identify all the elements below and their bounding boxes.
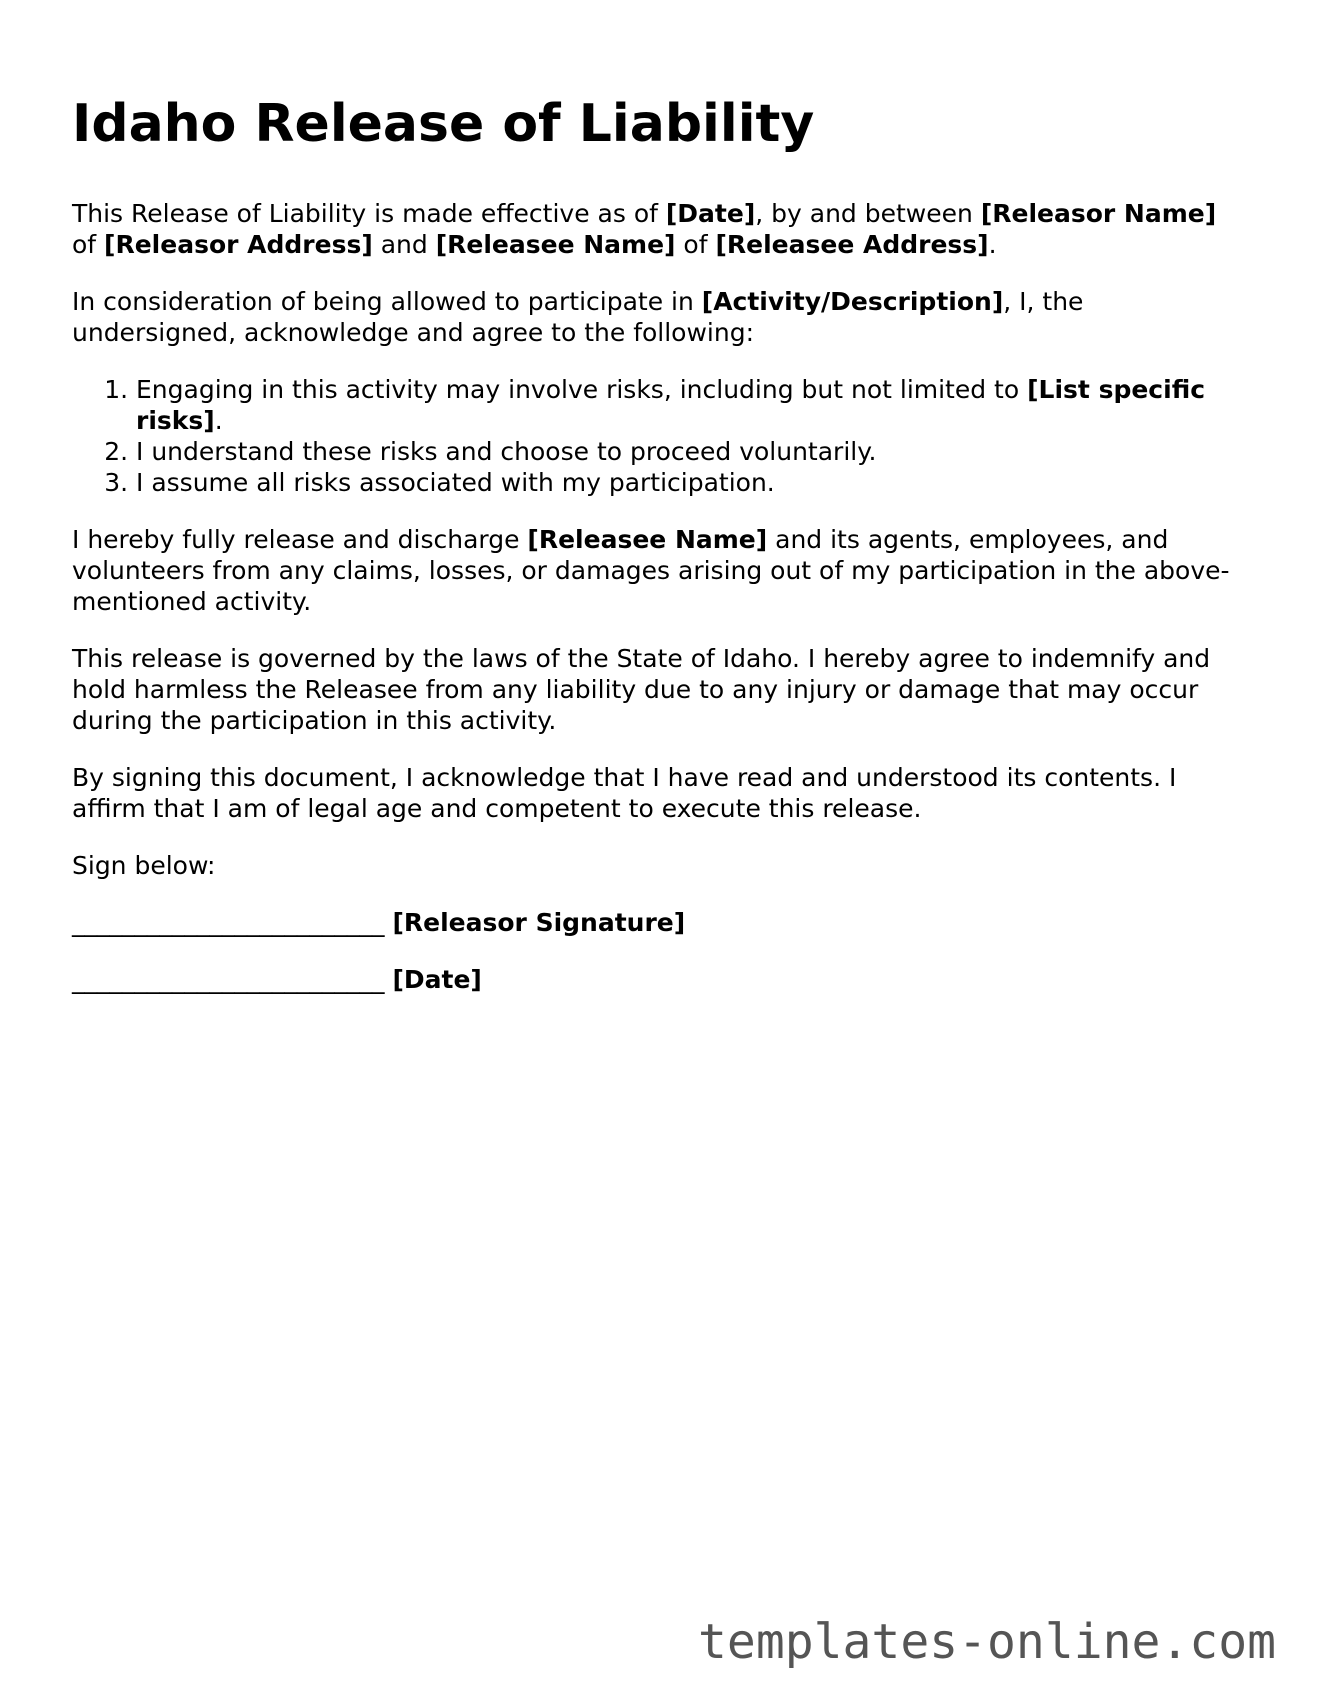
document-title: Idaho Release of Liability [72, 94, 815, 154]
releasor-address-placeholder: [Releasor Address] [104, 230, 373, 259]
release-paragraph [72, 524, 1244, 617]
releasor-name-placeholder: [Releasor Name] [980, 199, 1217, 228]
activity-placeholder: [Activity/Description] [701, 287, 1004, 316]
risks-placeholder: [List specific risks] [136, 375, 1206, 435]
releasee-address-placeholder: [Releasee Address] [715, 230, 989, 259]
acknowledge-paragraph: By signing this document, I acknowledge that I have read and understood its contents. I affirm that I am of legal age and competent to execute this release. [72, 763, 1177, 823]
intro-text: and [372, 230, 436, 259]
signature-blank: _________________________ [72, 908, 385, 937]
date-signature-label: [Date] [392, 965, 482, 994]
list-item: 3. I assume all risks associated with my participation. [136, 467, 1244, 498]
list-item-text: . [214, 406, 223, 435]
date-placeholder: [Date] [665, 199, 756, 228]
list-item [136, 374, 1244, 436]
consideration-text: , I, the undersigned, acknowledge and agree to the following: [72, 287, 1084, 347]
list-item: 2. I understand these risks and choose to proceed voluntarily. [136, 436, 1244, 467]
releasee-name-placeholder: [Releasee Name] [435, 230, 676, 259]
intro-text: . [988, 230, 997, 259]
signature-blank: _________________________ [72, 965, 385, 994]
consideration-paragraph [72, 286, 1244, 348]
intro-text: This Release of Liability is made effective as of [72, 199, 666, 228]
release-text: I hereby fully release and discharge [72, 525, 528, 554]
document-page [72, 88, 1244, 1021]
date-signature-line[interactable] [72, 964, 1244, 995]
intro-text: of [675, 230, 716, 259]
consideration-text: In consideration of being allowed to participate in [72, 287, 702, 316]
acknowledgement-list [72, 374, 1244, 498]
intro-text: of [72, 230, 105, 259]
intro-text: , by and between [755, 199, 981, 228]
releasee-name-placeholder: [Releasee Name] [527, 525, 768, 554]
watermark: templates-online.com [698, 1614, 1276, 1670]
releasor-signature-label: [Releasor Signature] [392, 908, 686, 937]
release-text: and its agents, employees, and volunteers from any claims, losses, or damages arising out of my participation in the above-mentioned activity. [72, 525, 1230, 616]
list-item-text: Engaging in this activity may involve risks, including but not limited to [136, 375, 1028, 404]
intro-paragraph [72, 198, 1244, 260]
sign-below-label: Sign below: [72, 851, 216, 880]
governing-law-paragraph: This release is governed by the laws of the State of Idaho. I hereby agree to indemnify and hold harmless the Releasee from any liability due to any injury or damage that may occur during the participation in this activity. [72, 644, 1211, 735]
releasor-signature-line[interactable] [72, 907, 1244, 938]
